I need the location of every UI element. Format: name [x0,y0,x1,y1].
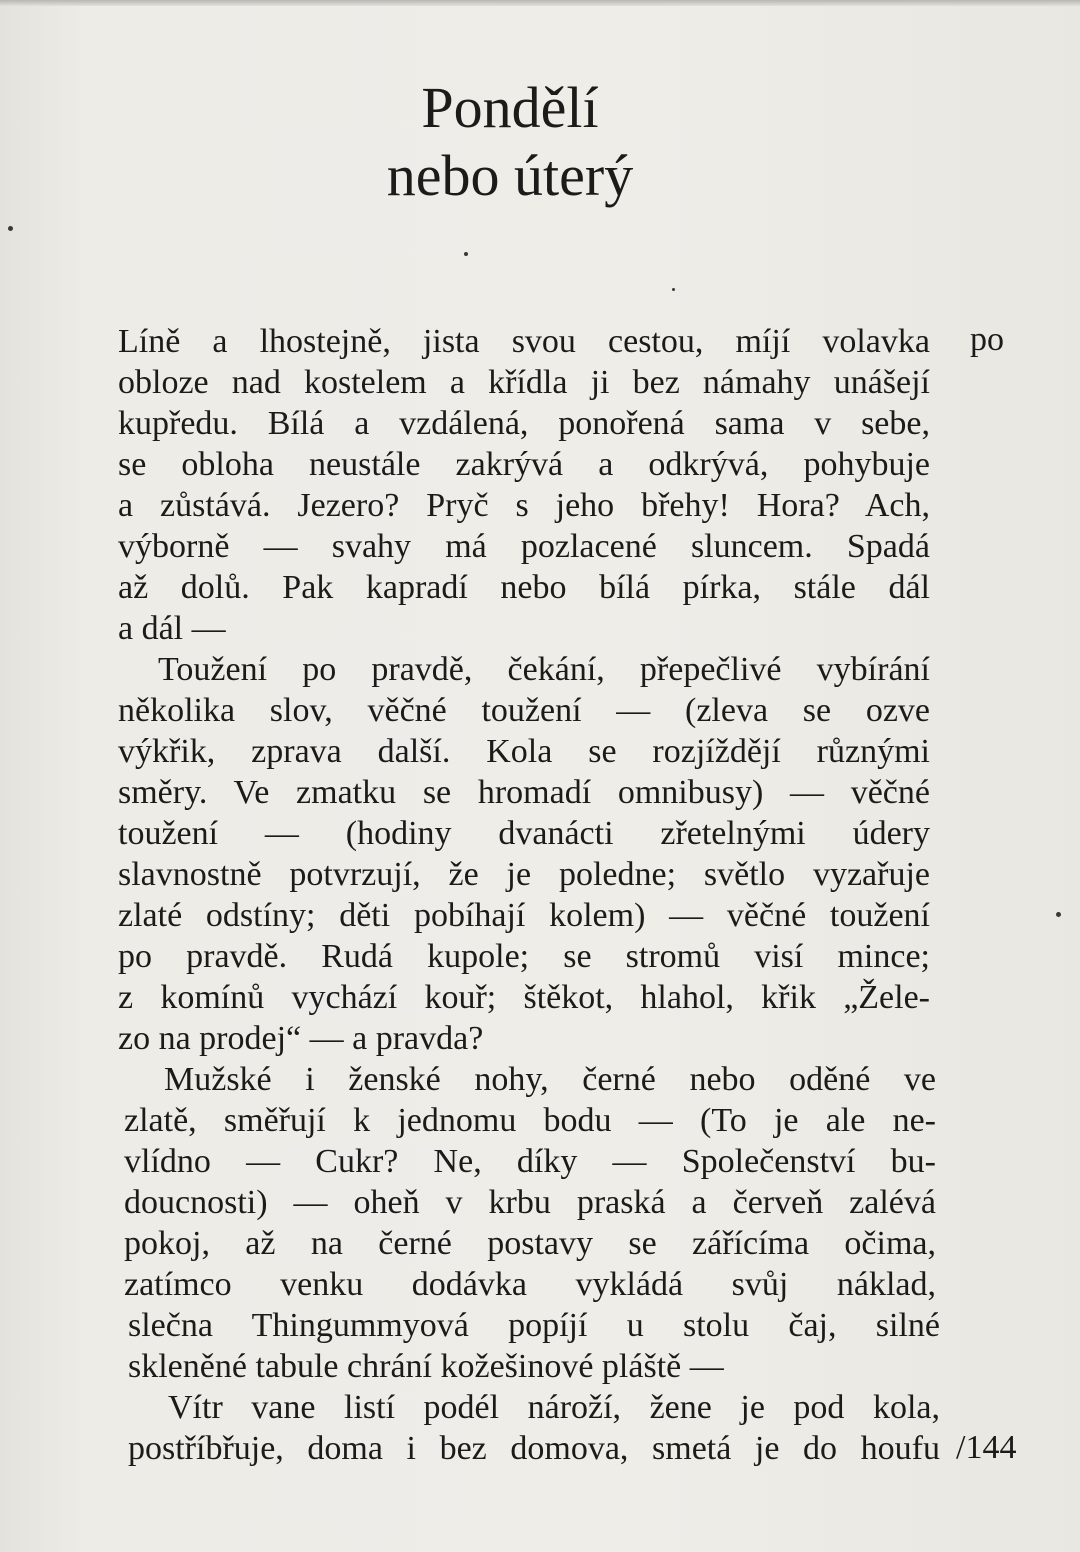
print-speck [464,252,468,256]
line-1-trailing-word: po [970,321,1004,358]
text-line: a zůstává. Jezero? Pryč s jeho břehy! Hora? Ach, [118,487,930,524]
text-line: doucnosti) — oheň v krbu praská a červeň zalévá [124,1184,936,1221]
text-line: slavnostně potvrzují, že je poledne; světlo vyzařuje [118,856,930,893]
print-speck [672,288,675,291]
text-line: až dolů. Pak kapradí nebo bílá pírka, stále dál [118,569,930,606]
text-line: výborně — svahy má pozlacené sluncem. Spadá [118,528,930,565]
text-line: skleněné tabule chrání kožešinové pláště — [128,1348,724,1385]
text-line: a dál — [118,610,226,647]
text-line: zlatě, směřují k jednomu bodu — (To je ale ne- [124,1102,936,1139]
chapter-title-line-2: nebo úterý [386,143,634,208]
chapter-title-line-1: Pondělí [421,75,599,140]
text-line: směry. Ve zmatku se hromadí omnibusy) — věčné [118,774,930,811]
text-line: zo na prodej“ — a pravda? [118,1020,484,1057]
text-line: Vítr vane listí podél nároží, žene je pod kola, [168,1389,940,1426]
text-line: Toužení po pravdě, čekání, přepečlivé vybírání [158,651,930,688]
text-line: výkřik, zprava další. Kola se rozjíždějí různými [118,733,930,770]
text-line: toužení — (hodiny dvanácti zřetelnými údery [118,815,930,852]
text-line: postříbřuje, doma i bez domova, smetá je do houfu [128,1430,940,1467]
text-line: se obloha neustále zakrývá a odkrývá, pohybuje [118,446,930,483]
text-line: kupředu. Bílá a vzdálená, ponořená sama v sebe, [118,405,930,442]
text-line: zatímco venku dodávka vykládá svůj náklad, [124,1266,936,1303]
page-top-edge [0,0,1080,6]
text-line: slečna Thingummyová popíjí u stolu čaj, silné [128,1307,940,1344]
print-speck [8,226,13,231]
print-speck [1056,912,1061,917]
text-line: zlaté odstíny; děti pobíhají kolem) — věčné toužení [118,897,930,934]
text-line: z komínů vychází kouř; štěkot, hlahol, křik „Žele- [118,979,930,1016]
page-number: /144 [956,1429,1017,1466]
text-line: obloze nad kostelem a křídla ji bez námahy unášejí [118,364,930,401]
text-line: několika slov, věčné toužení — (zleva se ozve [118,692,930,729]
text-line: pokoj, až na černé postavy se zářícíma očima, [124,1225,936,1262]
text-line: Líně a lhostejně, jista svou cestou, míjí volavka [118,323,930,360]
text-line: vlídno — Cukr? Ne, díky — Společenství bu- [124,1143,936,1180]
text-line: po pravdě. Rudá kupole; se stromů visí mince; [118,938,930,975]
text-line: Mužské i ženské nohy, černé nebo oděné ve [164,1061,936,1098]
